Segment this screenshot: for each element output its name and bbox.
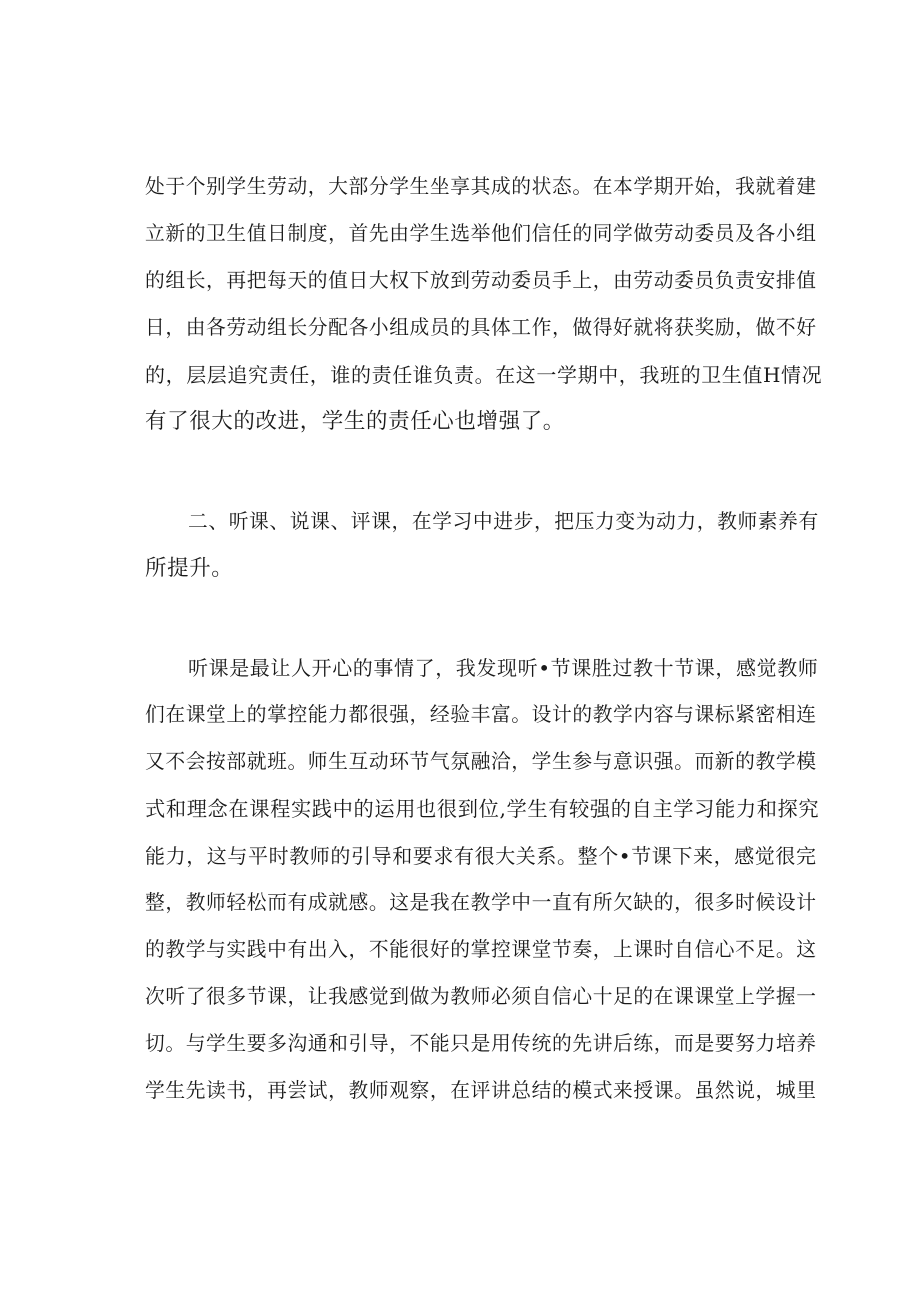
paragraph-3-line-3: 又不会按部就班。师生互动环节气氛融洽，学生参与意识强。而新的教学模 bbox=[145, 750, 817, 773]
paragraph-3-line-7: 的教学与实践中有出入，不能很好的掌控课堂节奏，上课时自信心不足。这 bbox=[145, 938, 817, 961]
paragraph-1-line-3: 的组长，再把每天的值日大权下放到劳动委员手上，由劳动委员负责安排值 bbox=[145, 269, 817, 292]
section-heading-line-2: 所提升。 bbox=[145, 556, 234, 581]
paragraph-1-line-4: 日，由各劳动组长分配各小组成员的具体工作，做得好就将获奖励，做不好 bbox=[145, 316, 817, 339]
paragraph-3-line-6: 整，教师轻松而有成就感。这是我在教学中一直有所欠缺的，很多时候设计 bbox=[145, 891, 817, 914]
paragraph-3-line-2: 们在课堂上的掌控能力都很强，经验丰富。设计的教学内容与课标紧密相连 bbox=[145, 703, 817, 726]
paragraph-3-line-8: 次听了很多节课，让我感觉到做为教师必须自信心十足的在课课堂上学握一 bbox=[145, 985, 817, 1008]
paragraph-3-line-5: 能力，这与平时教师的引导和要求有很大关系。整个•节课下来，感觉很完 bbox=[145, 844, 817, 868]
paragraph-3-line-9: 切。与学生要多沟通和引导，不能只是用传统的先讲后练，而是要努力培养 bbox=[145, 1032, 817, 1055]
paragraph-1-line-1: 处于个别学生劳动，大部分学生坐享其成的状态。在本学期开始，我就着建 bbox=[145, 175, 817, 198]
paragraph-3-line-4: 式和理念在课程实践中的运用也很到位,学生有较强的自主学习能力和探究 bbox=[145, 797, 820, 821]
section-heading-line-1: 二、听课、说课、评课，在学习中进步，把压力变为动力，教师素养有 bbox=[188, 510, 819, 533]
paragraph-1-line-6: 有了很大的改进，学生的责任心也增强了。 bbox=[145, 409, 565, 434]
paragraph-1-line-5: 的，层层追究责任，谁的责任谁负责。在这一学期中，我班的卫生值H情况 bbox=[145, 363, 823, 387]
paragraph-3-line-10: 学生先读书，再尝试，教师观察，在评讲总结的模式来授课。虽然说，城里 bbox=[145, 1079, 817, 1102]
paragraph-1-line-2: 立新的卫生值日制度，首先由学生选举他们信任的同学做劳动委员及各小组 bbox=[145, 222, 817, 245]
paragraph-3-line-1: 听课是最让人开心的事情了，我发现听•节课胜过教十节课，感觉教师 bbox=[188, 656, 819, 680]
